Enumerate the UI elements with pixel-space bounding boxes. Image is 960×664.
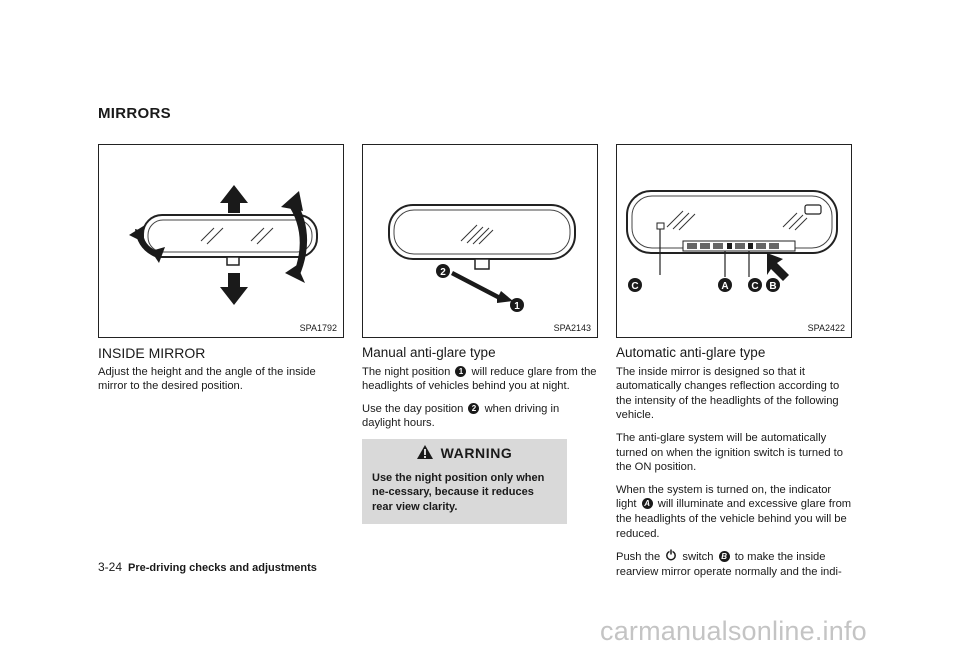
- figure-label: SPA2422: [807, 323, 845, 333]
- callout-a: A: [721, 281, 729, 292]
- paragraph: The anti-glare system will be automatically turned on when the ignition switch is turned to the ON position.: [616, 431, 843, 474]
- warning-text: Use the night position only when ne-cessary, because it reduces rear view clarity.: [372, 471, 545, 513]
- column-manual-anti-glare: [362, 346, 600, 524]
- warning-title: WARNING: [440, 444, 513, 461]
- watermark: carmanualsonline.info: [600, 616, 867, 646]
- paragraph: Use the day position 2 when driving in daylight hours.: [362, 402, 560, 430]
- push-arrow-icon: [767, 253, 789, 281]
- figure-inside-mirror: [98, 144, 344, 338]
- heading-manual-anti-glare: Manual anti-glare type: [362, 345, 496, 360]
- page-number: 3-24: [98, 560, 123, 574]
- callout-1: 1: [514, 301, 520, 312]
- warning-header: [362, 439, 567, 467]
- section-title: MIRRORS: [98, 105, 171, 122]
- page-footer: [98, 560, 317, 574]
- figure-label: SPA2143: [553, 323, 591, 333]
- arrow-down-icon: [220, 273, 248, 305]
- figure-label: SPA1792: [299, 323, 337, 333]
- paragraph: The night position 1 will reduce glare from the headlights of vehicles behind you at night.: [362, 365, 597, 393]
- figure-automatic-anti-glare: [616, 144, 852, 338]
- paragraph: The inside mirror is designed so that it automatically changes reflection according to the intensity of the headlights of the following vehicle.: [616, 365, 840, 422]
- callout-c-left: C: [631, 281, 639, 292]
- callout-2: 2: [440, 267, 446, 278]
- power-icon: [665, 549, 677, 561]
- callout-b: B: [769, 281, 777, 292]
- paragraph: Adjust the height and the angle of the inside mirror to the desired position.: [98, 365, 316, 393]
- column-inside-mirror: [98, 346, 344, 402]
- callout-c-right: C: [751, 281, 759, 292]
- heading-automatic-anti-glare: Automatic anti-glare type: [616, 345, 766, 360]
- ref-badge-b: B: [719, 551, 730, 562]
- paragraph: When the system is turned on, the indicator light A will illuminate and excessive glare from the headlights of the vehicle behind you will be reduced.: [616, 483, 852, 540]
- ref-badge-1: 1: [455, 366, 466, 377]
- column-automatic-anti-glare: [616, 346, 852, 587]
- figure-manual-anti-glare: [362, 144, 598, 338]
- heading-inside-mirror: INSIDE MIRROR: [98, 345, 206, 361]
- paragraph: Push the switch B to make the inside rearview mirror operate normally and the indi-: [616, 551, 842, 578]
- arrow-up-icon: [220, 185, 248, 213]
- inside-mirror-illustration: [99, 145, 343, 337]
- lever-arrow-icon: [451, 271, 513, 303]
- auto-mirror-illustration: [617, 145, 851, 337]
- ref-badge-2: 2: [468, 403, 479, 414]
- manual-mirror-illustration: [363, 145, 597, 337]
- warning-box: [362, 439, 567, 525]
- warning-icon: [417, 445, 433, 459]
- footer-title: Pre-driving checks and adjustments: [128, 562, 317, 574]
- ref-badge-a: A: [642, 498, 653, 509]
